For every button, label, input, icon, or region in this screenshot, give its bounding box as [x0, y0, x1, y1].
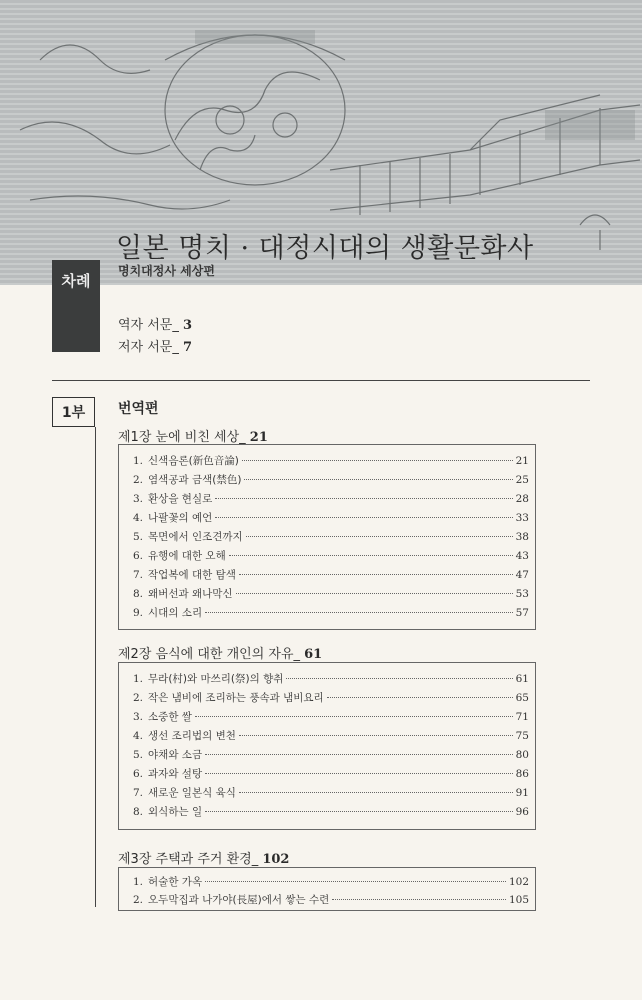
list-item[interactable]: 8. 왜버선과 왜나막신 53: [133, 588, 529, 600]
list-item[interactable]: 7. 작업복에 대한 탐색 47: [133, 569, 529, 581]
part-badge: 1부: [52, 397, 95, 427]
list-item[interactable]: 5. 야채와 소금 80: [133, 749, 529, 761]
preface-list: [118, 314, 192, 358]
list-item[interactable]: 7. 새로운 일본식 육식 91: [133, 787, 529, 799]
list-item[interactable]: 6. 유행에 대한 오해 43: [133, 550, 529, 562]
header-illustration: [0, 0, 642, 285]
preface-page: 3: [183, 318, 193, 333]
book-title: 일본 명치 · 대정시대의 생활문화사: [116, 233, 534, 264]
preface-author[interactable]: 저자 서문_ 7: [118, 340, 193, 355]
list-item[interactable]: 1. 허술한 가옥 102: [133, 876, 529, 888]
chapter-2-list: [118, 662, 536, 830]
list-item[interactable]: 4. 생선 조리법의 변천 75: [133, 730, 529, 742]
list-item[interactable]: 1. 무라(村)와 마쓰리(祭)의 향취 61: [133, 673, 529, 685]
list-item[interactable]: 8. 외식하는 일 96: [133, 806, 529, 818]
preface-translator[interactable]: 역자 서문_ 3: [118, 318, 193, 333]
list-item[interactable]: 5. 목면에서 인조견까지 38: [133, 531, 529, 543]
list-item[interactable]: 9. 시대의 소리 57: [133, 607, 529, 619]
book-subtitle: 명치대정사 세상편: [118, 264, 215, 278]
title-strip: [100, 222, 642, 285]
list-item[interactable]: 3. 환상을 현실로 28: [133, 493, 529, 505]
list-item[interactable]: 4. 나팔꽃의 예언 33: [133, 512, 529, 524]
preface-label: 역자 서문: [118, 318, 173, 333]
part-title: 번역편: [118, 401, 159, 417]
preface-label: 저자 서문: [118, 340, 173, 355]
chapter-3-list: [118, 867, 536, 911]
list-item[interactable]: 2. 염색공과 금색(禁色) 25: [133, 474, 529, 486]
divider: [52, 380, 590, 381]
preface-page: 7: [183, 340, 193, 355]
part-rule: [95, 427, 96, 907]
toc-tab: [52, 260, 100, 352]
chapter-title-2[interactable]: 제2장 음식에 대한 개인의 자유_ 61: [118, 647, 323, 662]
chapter-title-1[interactable]: 제1장 눈에 비친 세상_ 21: [118, 430, 268, 445]
chapter-title-3[interactable]: 제3장 주택과 주거 환경_ 102: [118, 852, 290, 867]
chapter-1-list: [118, 444, 536, 630]
list-item[interactable]: 3. 소중한 쌀 71: [133, 711, 529, 723]
list-item[interactable]: 2. 작은 냄비에 조리하는 풍속과 냄비요리 65: [133, 692, 529, 704]
list-item[interactable]: 2. 오두막집과 나가야(長屋)에서 쌓는 수련 105: [133, 894, 529, 906]
list-item[interactable]: 6. 과자와 설탕 86: [133, 768, 529, 780]
toc-label: 차례: [61, 272, 91, 290]
list-item[interactable]: 1. 신색음론(新色音論) 21: [133, 455, 529, 467]
